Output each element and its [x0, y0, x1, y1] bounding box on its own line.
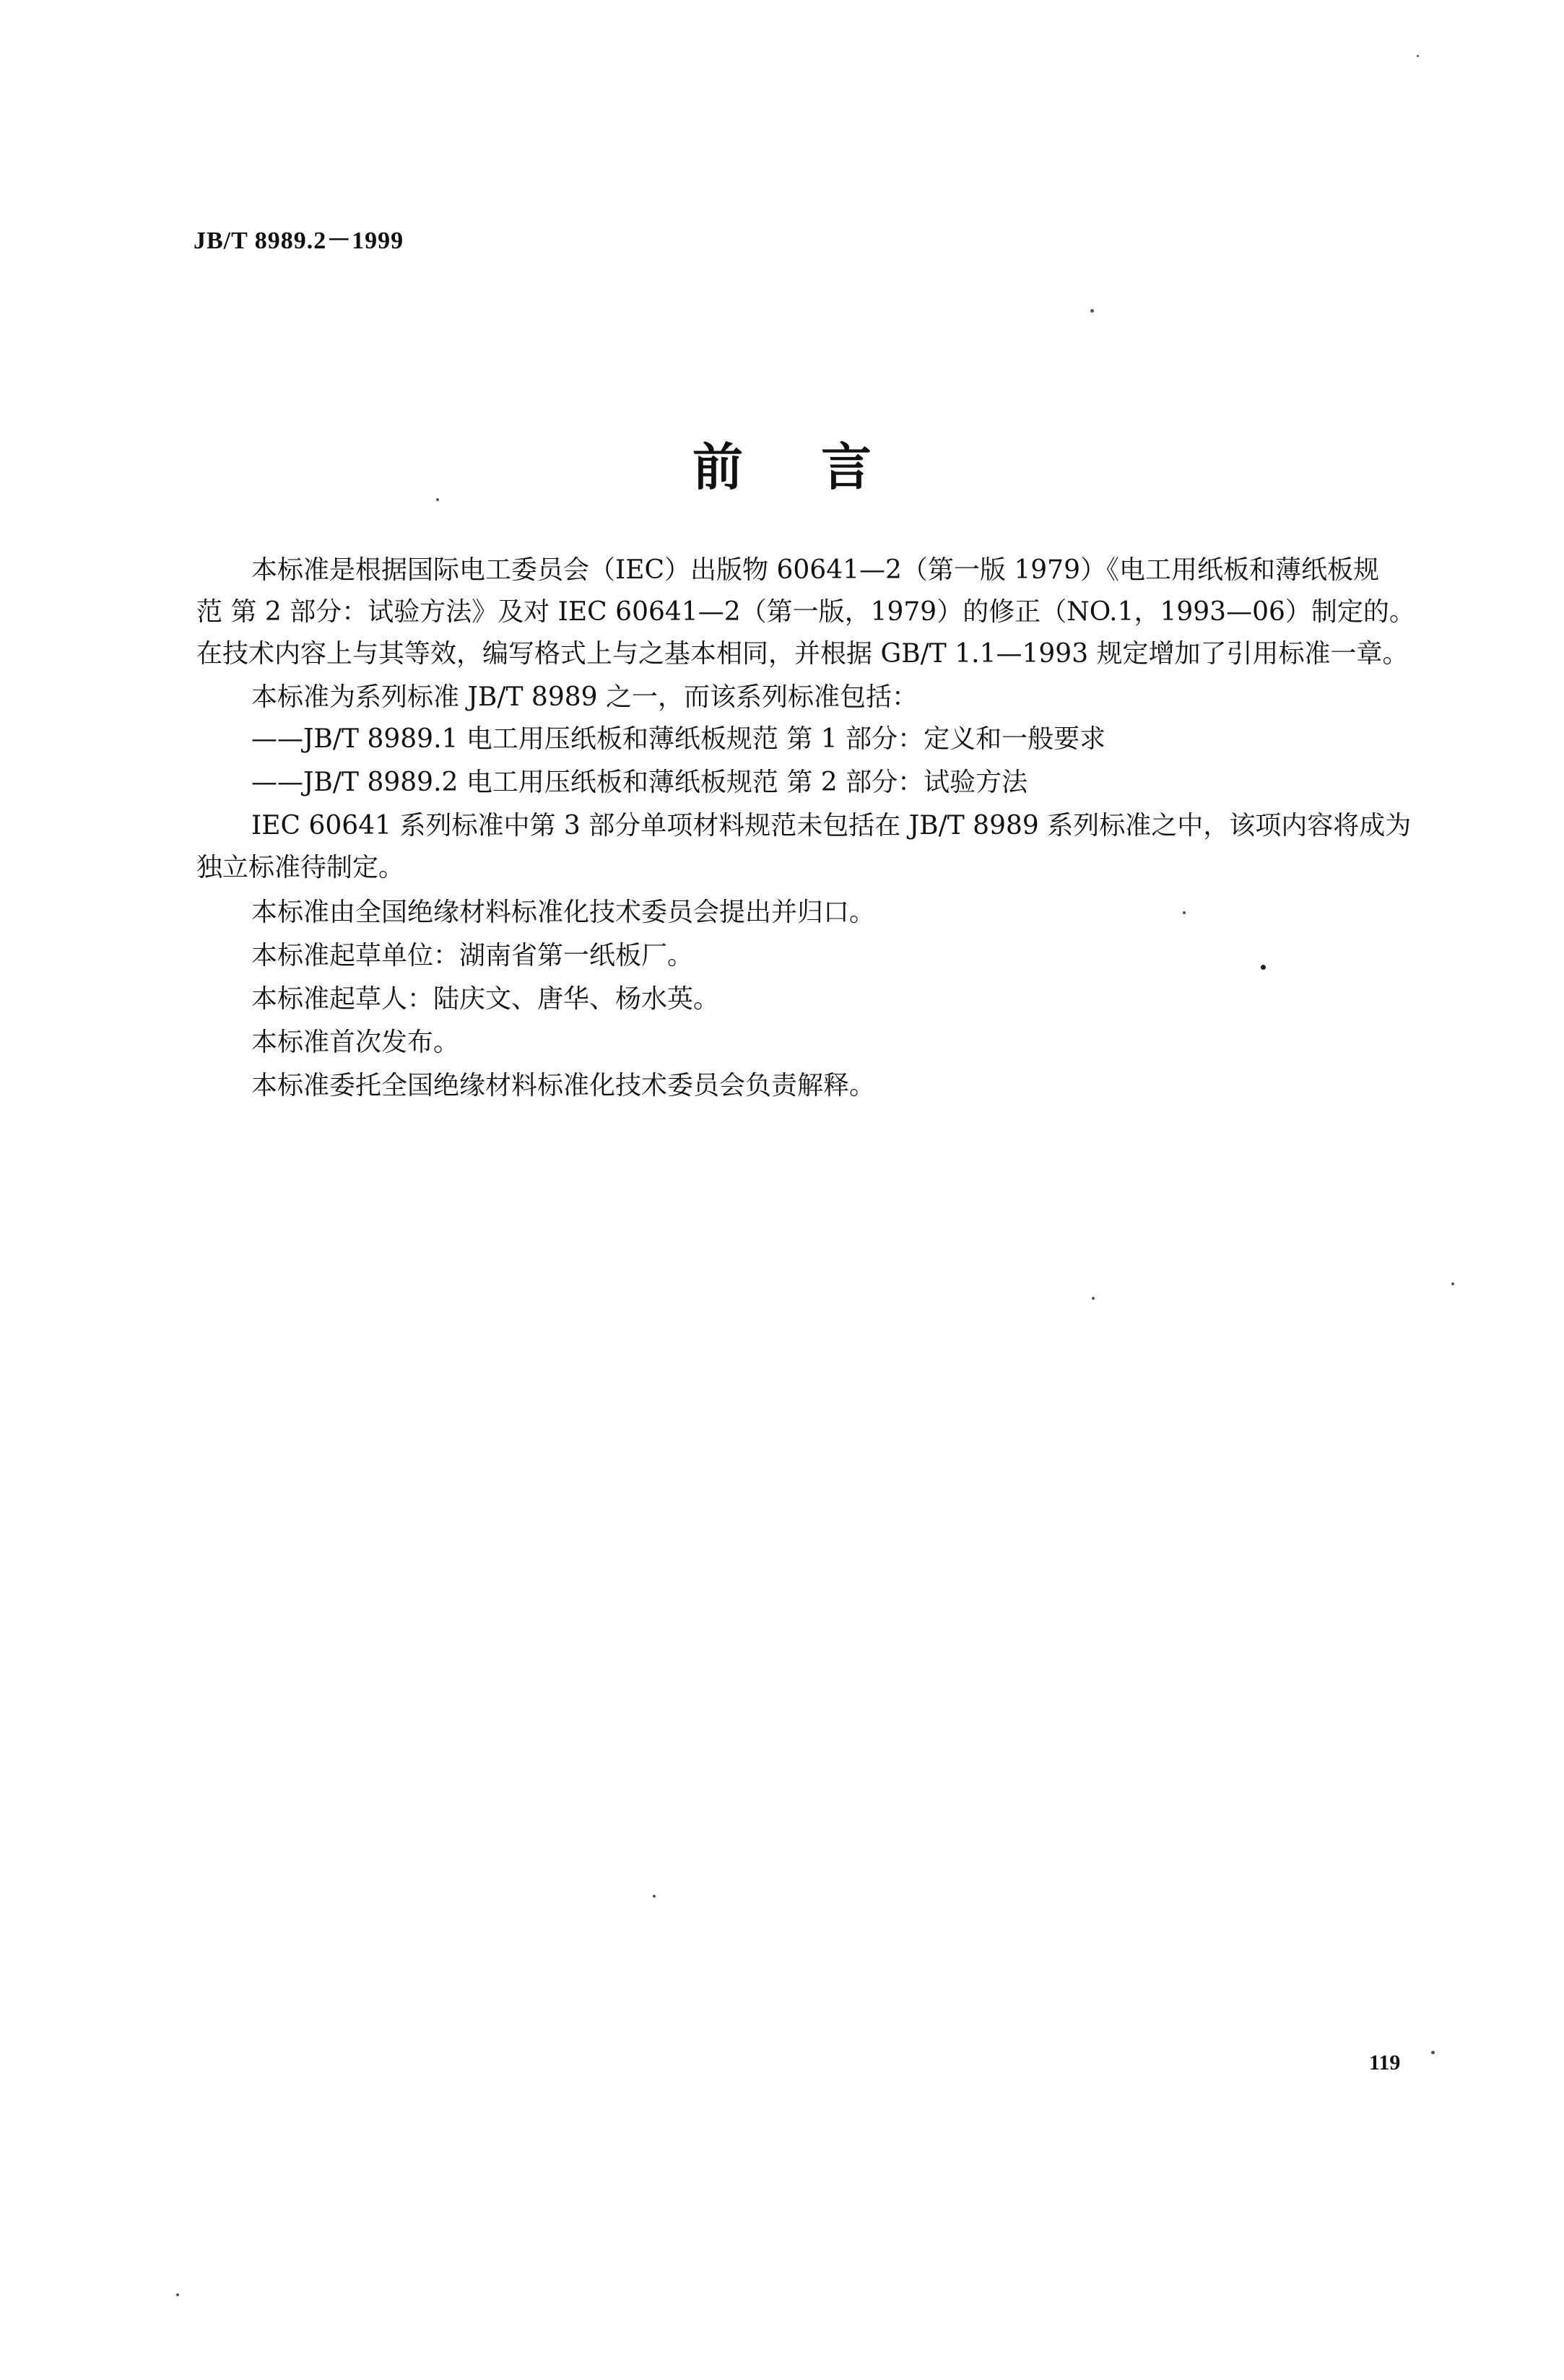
scan-speck — [436, 498, 439, 501]
scan-speck — [1431, 2051, 1435, 2054]
list-item: ——JB/T 8989.2 电工用压纸板和薄纸板规范 第 2 部分：试验方法 — [251, 768, 1028, 797]
paragraph-7: 本标准首次发布。 — [251, 1028, 460, 1057]
page-title: 前言 — [692, 438, 950, 497]
scan-speck — [1090, 309, 1094, 313]
scan-speck — [1092, 1297, 1095, 1300]
paragraph-1-line-2: 范 第 2 部分：试验方法》及对 IEC 60641—2（第一版，1979）的修正（NO.1，1993—06）制定的。 — [196, 597, 1415, 627]
list-item: ——JB/T 8989.1 电工用压纸板和薄纸板规范 第 1 部分：定义和一般要求 — [251, 724, 1106, 754]
standard-code: JB/T 8989.2－1999 — [194, 227, 404, 254]
scan-speck — [176, 2293, 179, 2296]
scan-speck — [1183, 911, 1186, 914]
paragraph-2: 本标准为系列标准 JB/T 8989 之一，而该系列标准包括： — [251, 682, 918, 712]
paragraph-8: 本标准委托全国绝缘材料标准化技术委员会负责解释。 — [251, 1071, 876, 1100]
paragraph-3-line-2: 独立标准待制定。 — [196, 853, 405, 882]
paragraph-5: 本标准起草单位：湖南省第一纸板厂。 — [251, 941, 694, 970]
paragraph-3-line-1: IEC 60641 系列标准中第 3 部分单项材料规范未包括在 JB/T 8989 系列标准之中，该项内容将成为 — [251, 811, 1412, 841]
scan-speck — [1451, 1282, 1454, 1285]
scan-speck — [1261, 965, 1266, 970]
scan-speck — [1417, 55, 1419, 57]
paragraph-6: 本标准起草人：陆庆文、唐华、杨水英。 — [251, 984, 720, 1014]
paragraph-1-line-3: 在技术内容上与其等效，编写格式上与之基本相同，并根据 GB/T 1.1—1993 规定增加了引用标准一章。 — [196, 639, 1409, 669]
paragraph-4: 本标准由全国绝缘材料标准化技术委员会提出并归口。 — [251, 898, 876, 927]
paragraph-1-line-1: 本标准是根据国际电工委员会（IEC）出版物 60641—2（第一版 1979）《电工用纸板和薄纸板规 — [251, 555, 1379, 585]
page-number: 119 — [1369, 2051, 1401, 2075]
scan-speck — [653, 1895, 656, 1898]
